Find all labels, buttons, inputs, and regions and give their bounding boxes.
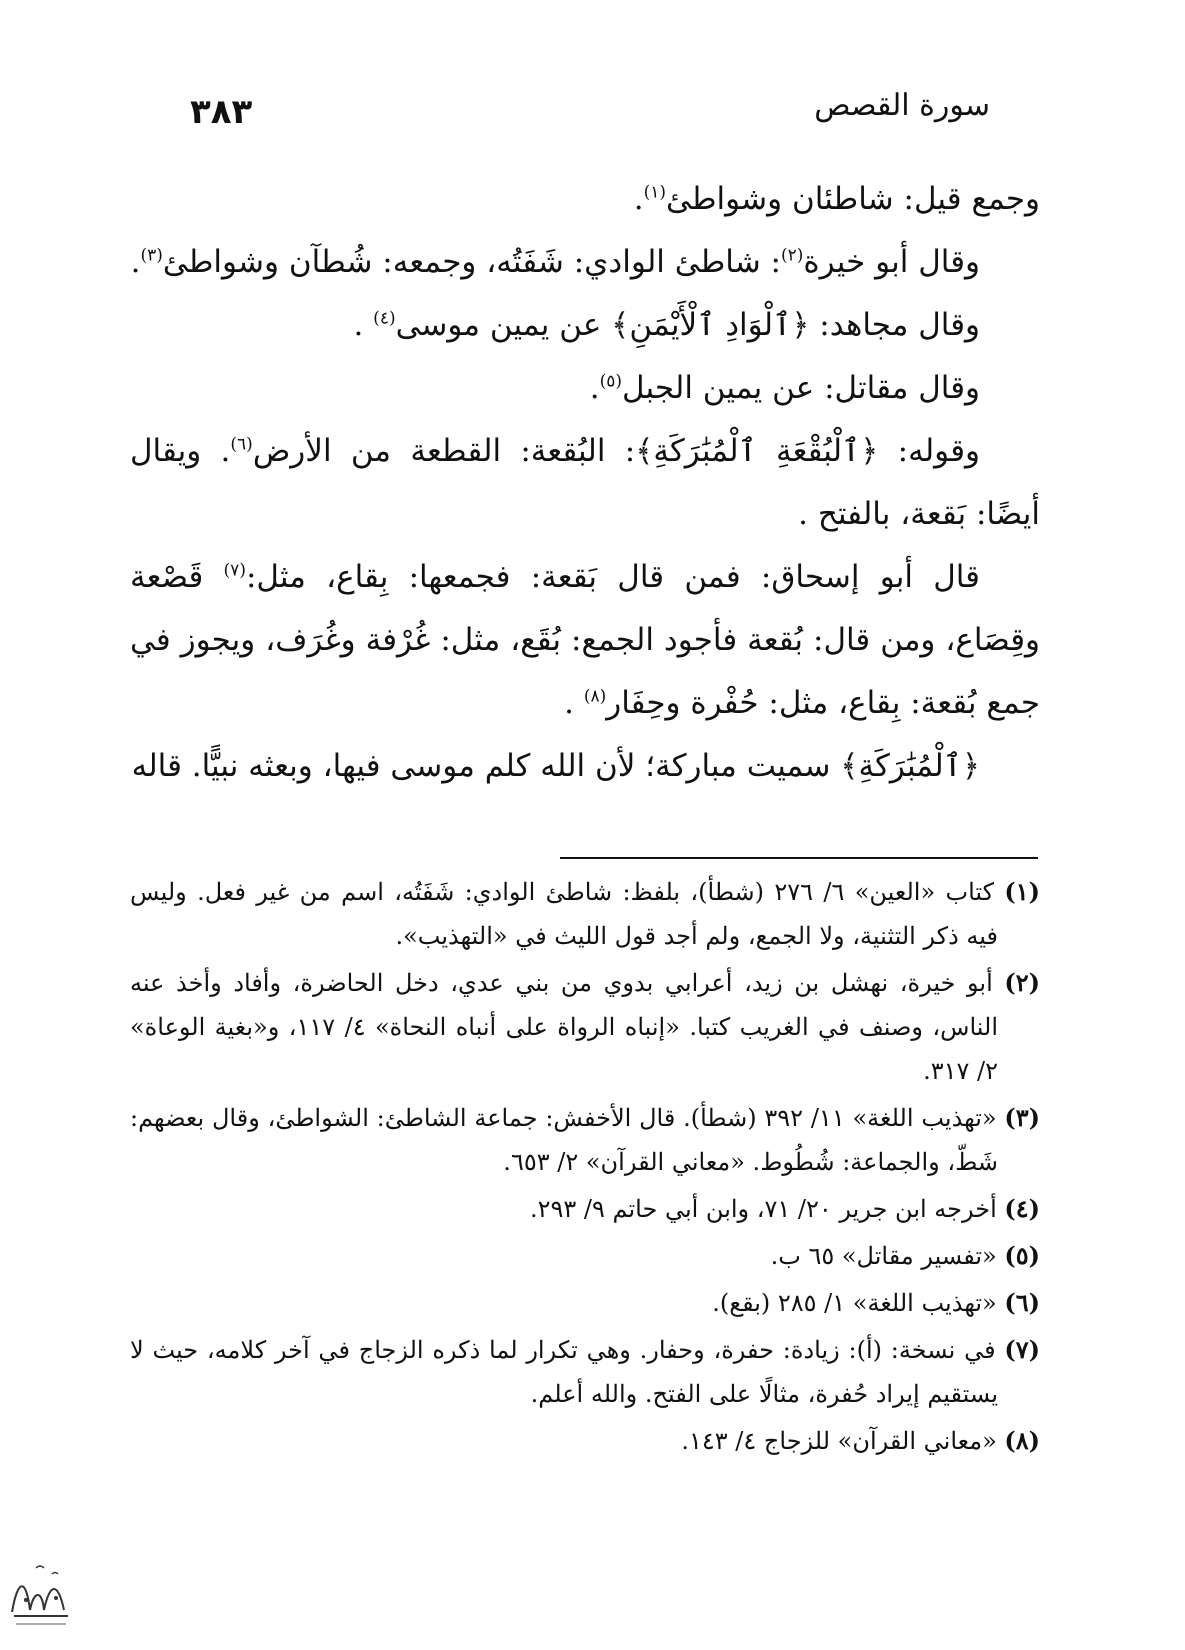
footnote-ref: (٥) [599,371,623,392]
footnote-number: (١) [1004,877,1041,906]
paragraph-text: وقال مقاتل: عن يمين الجبل [622,370,980,406]
body-paragraph [130,735,1040,798]
footnote [130,961,1040,1093]
footnote-number: (٤) [1004,1194,1040,1223]
footnote-text: في نسخة: (أ): زيادة: حفرة، وحفار. وهي تكرار لما ذكره الزجاج في آخر كلامه، حيث لا يستقيم إيراد حُفرة، مثالًا على الفتح. والله أعلم. [130,1336,998,1408]
footnote [130,1281,1040,1325]
main-text [130,168,1040,798]
footnote-text: «تهذيب اللغة» ١١/ ٣٩٢ (شطأ). قال الأخفش: جماعة الشاطئ: الشواطئ، وقال بعضهم: شَطّ، والجماعة: شُطُوط. «معاني القرآن» ٢/ ٦٥٣. [130,1104,998,1176]
footnote-number: (٦) [1004,1288,1040,1317]
footnote-ref: (٧) [223,560,246,581]
paragraph-text: . [564,685,584,721]
footnote-text: كتاب «العين» ٦/ ٢٧٦ (شطأ)، بلفظ: شاطئ الوادي: شَفَتُه، اسم من غير فعل. وليس فيه ذكر التثنية، ولا الجمع، ولم أجد قول الليث في «التهذيب». [130,878,998,950]
paragraph-text: . [589,370,600,406]
footnote [130,1328,1040,1416]
footnote-divider [560,857,1038,859]
body-paragraph [130,168,1040,231]
library-logo-icon [6,1560,76,1635]
paragraph-text: قال أبو إسحاق: فمن قال بَقعة: فجمعها: بِقاع، مثل: [245,559,980,595]
paragraph-text: قَصْعة وقِصَاع، ومن قال: بُقعة فأجود الجمع: بُقَع، مثل: غُرْفة وغُرَف، ويجوز في جمع بُقعة: بِقاع، مثل: حُفْرة وحِفَار [130,559,1040,721]
body-paragraph [130,294,1040,357]
page-number: ٣٨٣ [190,92,253,132]
body-paragraph [130,231,1040,294]
footnote [130,1234,1040,1278]
footnote-ref: (٦) [230,434,253,455]
footnote-number: (٣) [1004,1103,1040,1132]
paragraph-text: . ويقال أيضًا: بَقعة، بالفتح . [130,433,1040,532]
footnote-number: (٧) [1004,1335,1040,1364]
footnote-text: «تفسير مقاتل» ٦٥ ب. [770,1242,997,1270]
paragraph-text: . [353,307,374,343]
paragraph-text: وقال مجاهد: ﴿ٱلْوَادِ ٱلْأَيْمَنِ﴾ عن يمين موسى [395,307,980,343]
body-paragraph [130,546,1040,735]
footnote [130,1187,1040,1231]
footnote-ref: (٣) [140,245,163,266]
footnote-ref: (١) [643,182,667,203]
paragraph-text: وجمع قيل: شاطئان وشواطئ [666,181,1040,217]
footnote-ref: (٤) [373,308,396,329]
paragraph-text: . [130,244,141,280]
body-paragraph [130,357,1040,420]
footnote-number: (٨) [1004,1426,1040,1455]
paragraph-text: : شاطئ الوادي: شَفَتُه، وجمعه: شُطآن وشواطئ [162,244,781,280]
footnote-text: أخرجه ابن جرير ٢٠/ ٧١، وابن أبي حاتم ٩/ ٢٩٣. [529,1195,997,1223]
footnote-ref: (٨) [583,686,607,707]
footnotes-section [130,870,1040,1466]
footnote [130,1419,1040,1463]
footnote-number: (٢) [1004,968,1040,997]
footnote [130,870,1040,958]
paragraph-text: . [633,181,644,217]
paragraph-text: وقال أبو خيرة [803,244,980,280]
paragraph-text: ﴿ٱلْمُبَٰرَكَةِ﴾ سميت مباركة؛ لأن الله كلم موسى فيها، وبعثه نبيًّا. قاله [131,748,980,784]
footnote-number: (٥) [1004,1241,1040,1270]
footnote-ref: (٢) [780,245,804,266]
surah-title: سورة القصص [814,88,990,123]
footnote-text: «تهذيب اللغة» ١/ ٢٨٥ (بقع). [712,1289,997,1317]
paragraph-text: وقوله: ﴿ٱلْبُقْعَةِ ٱلْمُبَٰرَكَةِ﴾: البُقعة: القطعة من الأرض [252,433,980,469]
body-paragraph [130,420,1040,546]
footnote [130,1096,1040,1184]
footnote-text: «معاني القرآن» للزجاج ٤/ ١٤٣. [681,1427,997,1455]
footnote-text: أبو خيرة، نهشل بن زيد، أعرابي بدوي من بني عدي، دخل الحاضرة، وأفاد وأخذ عنه الناس، وصنف في الغريب كتبا. «إنباه الرواة على أنباه النحاة» ٤/ ١١٧، و«بغية الوعاة» ٢/ ٣١٧. [130,969,999,1085]
